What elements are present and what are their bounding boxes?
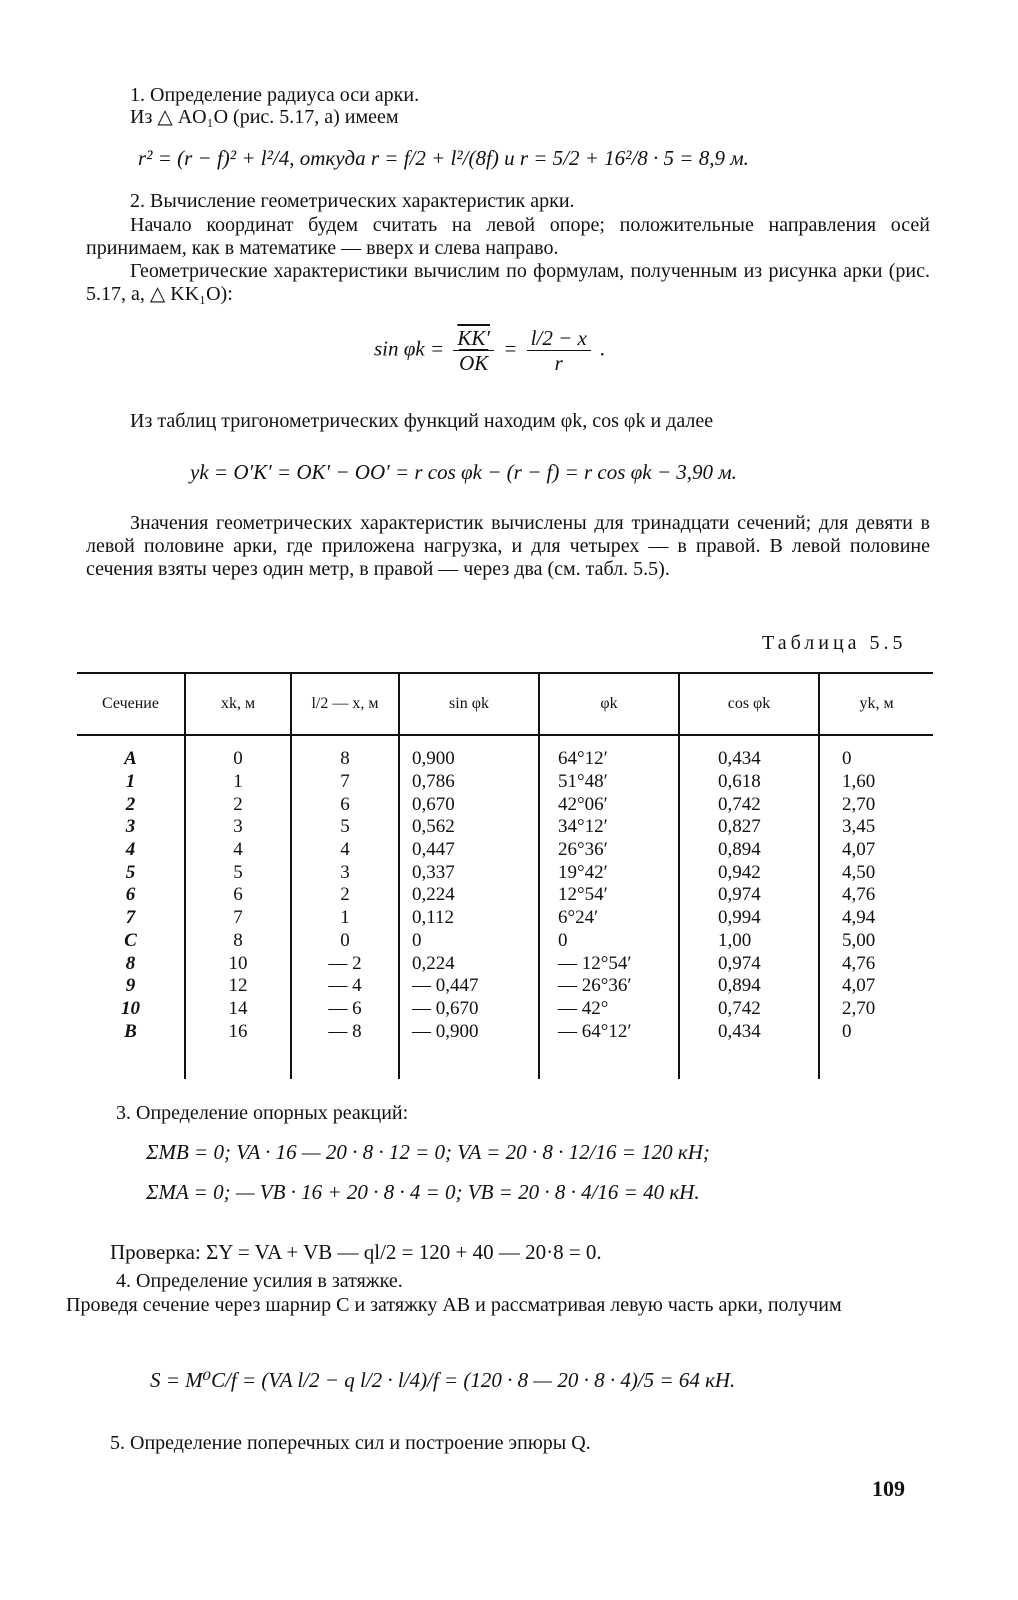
table-cell: 6 bbox=[125, 884, 136, 906]
table-header: sin φk bbox=[399, 673, 539, 735]
section1-intro: Из △ AO₁O (рис. 5.17, а) имеем bbox=[130, 106, 399, 128]
table-cell: 8 bbox=[185, 930, 291, 953]
table-cell: 0,224 bbox=[399, 884, 539, 907]
table-cell: — 64°12′ bbox=[539, 1020, 679, 1043]
table-cell: 12°54′ bbox=[539, 884, 679, 907]
table-cell: 2,70 bbox=[819, 998, 933, 1021]
table-cell: — 42° bbox=[539, 998, 679, 1021]
table-cell: 1 bbox=[291, 907, 399, 930]
table-cell: 8 bbox=[291, 748, 399, 771]
table-cell: B bbox=[124, 1020, 137, 1042]
table-row bbox=[77, 998, 933, 1021]
section4-formula: S = M⁰C/f = (VA l/2 − q l/2 · l/4)/f = (120 · 8 — 20 · 8 · 4)/5 = 64 кН. bbox=[150, 1368, 736, 1392]
table-cell: 5 bbox=[185, 861, 291, 884]
table-cell: 9 bbox=[125, 975, 136, 997]
sin-formula-lhs: sin φk = bbox=[374, 336, 445, 361]
table-cell: 0,562 bbox=[399, 816, 539, 839]
table-cell: 16 bbox=[185, 1020, 291, 1043]
section3-eq2: ΣMA = 0; — VB · 16 + 20 · 8 · 4 = 0; VB = 20 · 8 · 4/16 = 40 кН. bbox=[146, 1180, 700, 1204]
table-row bbox=[77, 816, 933, 839]
table-cell: 3 bbox=[291, 861, 399, 884]
table-cell: 0,742 bbox=[679, 793, 819, 816]
table-cell: 4,76 bbox=[819, 952, 933, 975]
table-header: φk bbox=[539, 673, 679, 735]
table-row bbox=[77, 930, 933, 953]
table-cell: 0,994 bbox=[679, 907, 819, 930]
fraction-numerator-2: l/2 − x bbox=[527, 326, 591, 351]
table-cell: 12 bbox=[185, 975, 291, 998]
table-cell: 0 bbox=[185, 748, 291, 771]
table-row bbox=[77, 771, 933, 794]
table-cell: 0 bbox=[539, 930, 679, 953]
table-row bbox=[77, 975, 933, 998]
table-row bbox=[77, 907, 933, 930]
table-cell: 4 bbox=[185, 839, 291, 862]
table-cell: 0 bbox=[399, 930, 539, 953]
table-cell: 0,447 bbox=[399, 839, 539, 862]
table-cell: — 0,447 bbox=[399, 975, 539, 998]
table-cell: 34°12′ bbox=[539, 816, 679, 839]
table-cell: 19°42′ bbox=[539, 861, 679, 884]
table-cell: 10 bbox=[121, 997, 140, 1019]
table-cell: 4 bbox=[125, 839, 136, 861]
table-cell: 4,07 bbox=[819, 975, 933, 998]
table-header: cos φk bbox=[679, 673, 819, 735]
table-cell: — 0,900 bbox=[399, 1020, 539, 1043]
table-cell: 0,618 bbox=[679, 771, 819, 794]
sin-formula bbox=[374, 326, 605, 375]
table-cell: 1,00 bbox=[679, 930, 819, 953]
page-number: 109 bbox=[872, 1476, 905, 1501]
table-cell: 0,974 bbox=[679, 884, 819, 907]
table-cell: 2 bbox=[185, 793, 291, 816]
table-row bbox=[77, 861, 933, 884]
table-cell: — 4 bbox=[291, 975, 399, 998]
table-cell: 2 bbox=[125, 793, 136, 815]
fraction-numerator: KK′ bbox=[453, 326, 494, 351]
table-cell: 0,974 bbox=[679, 952, 819, 975]
table-cell: 0,894 bbox=[679, 975, 819, 998]
table-cell: C bbox=[124, 929, 137, 951]
table-cell: 0,112 bbox=[399, 907, 539, 930]
table-cell: 3 bbox=[185, 816, 291, 839]
table-cell: 0,827 bbox=[679, 816, 819, 839]
table-cell: 6 bbox=[291, 793, 399, 816]
table-cell: — 0,670 bbox=[399, 998, 539, 1021]
table-cell: 51°48′ bbox=[539, 771, 679, 794]
table-row bbox=[77, 1020, 933, 1043]
table-cell: 1 bbox=[185, 771, 291, 794]
equals-sign: = bbox=[503, 336, 518, 361]
fraction-kk-ok bbox=[453, 326, 494, 375]
table-cell: 4,76 bbox=[819, 884, 933, 907]
table-cell: A bbox=[124, 748, 137, 770]
table-row bbox=[77, 952, 933, 975]
yk-formula: yk = O′K′ = OK′ − OO′ = r cos φk − (r − f) = r cos φk − 3,90 м. bbox=[190, 460, 737, 484]
table-cell: — 8 bbox=[291, 1020, 399, 1043]
table-cell: 6°24′ bbox=[539, 907, 679, 930]
section2-para2: Геометрические характеристики вычислим по формулам, полученным из рисунка арки (рис. 5.17, а, △ KK₁O): bbox=[86, 260, 930, 305]
table-cell: 1,60 bbox=[819, 771, 933, 794]
section1-formula: r² = (r − f)² + l²/4, откуда r = f/2 + l²/(8f) и r = 5/2 + 16²/8 · 5 = 8,9 м. bbox=[138, 146, 749, 170]
table-cell: 3 bbox=[125, 816, 136, 838]
table-cell: 0,224 bbox=[399, 952, 539, 975]
table-cell: 4,50 bbox=[819, 861, 933, 884]
table-cell: 0,670 bbox=[399, 793, 539, 816]
table-cell: 42°06′ bbox=[539, 793, 679, 816]
section3-heading: 3. Определение опорных реакций: bbox=[116, 1102, 409, 1124]
table-cell: — 26°36′ bbox=[539, 975, 679, 998]
table-header: Сечение bbox=[77, 673, 185, 735]
table-row bbox=[77, 748, 933, 771]
table-cell: 8 bbox=[125, 952, 136, 974]
table-cell: 5 bbox=[125, 861, 136, 883]
table-cell: 0,786 bbox=[399, 771, 539, 794]
table-cell: 0,942 bbox=[679, 861, 819, 884]
table-cell: 4,94 bbox=[819, 907, 933, 930]
fraction-denominator: OK bbox=[459, 351, 489, 375]
table-cell: 0,434 bbox=[679, 1020, 819, 1043]
formula-period: . bbox=[600, 336, 606, 361]
table-cell: 0,900 bbox=[399, 748, 539, 771]
table-cell: 0,434 bbox=[679, 748, 819, 771]
table-cell: — 2 bbox=[291, 952, 399, 975]
fraction-denominator-2: r bbox=[554, 351, 563, 375]
table-cell: 7 bbox=[125, 907, 136, 929]
table-cell: 1 bbox=[125, 771, 136, 793]
section4-heading: 4. Определение усилия в затяжке. bbox=[116, 1270, 403, 1292]
table-cell: 0 bbox=[819, 1020, 933, 1043]
table-cell: 2 bbox=[291, 884, 399, 907]
table-cell: 6 bbox=[185, 884, 291, 907]
table-cell: 64°12′ bbox=[539, 748, 679, 771]
table-cell: 5 bbox=[291, 816, 399, 839]
table-cell: 4,07 bbox=[819, 839, 933, 862]
table-cell: 2,70 bbox=[819, 793, 933, 816]
table-header: l/2 — x, м bbox=[291, 673, 399, 735]
table-cell: 10 bbox=[185, 952, 291, 975]
table-cell: 5,00 bbox=[819, 930, 933, 953]
section3-check: Проверка: ΣY = VA + VB — ql/2 = 120 + 40 — 20·8 = 0. bbox=[110, 1240, 602, 1264]
table-cell: 14 bbox=[185, 998, 291, 1021]
table-cell: 0,894 bbox=[679, 839, 819, 862]
section4-para: Проведя сечение через шарнир C и затяжку AB и рассматривая левую часть арки, получим bbox=[66, 1294, 842, 1316]
table-cell: 4 bbox=[291, 839, 399, 862]
table-cell: — 6 bbox=[291, 998, 399, 1021]
table-spacer bbox=[77, 735, 933, 748]
section2-heading: 2. Вычисление геометрических характеристик арки. bbox=[130, 190, 575, 212]
section3-eq1: ΣMB = 0; VA · 16 — 20 · 8 · 12 = 0; VA = 20 · 8 · 12/16 = 120 кН; bbox=[146, 1140, 710, 1164]
table-cell: 3,45 bbox=[819, 816, 933, 839]
table-caption: Таблица 5.5 bbox=[762, 632, 907, 654]
table-cell: 26°36′ bbox=[539, 839, 679, 862]
section2-para1: Начало координат будем считать на левой опоре; положительные направления осей принимаем, как в математике — вверх и слева направо. bbox=[86, 214, 930, 259]
table-header: yk, м bbox=[819, 673, 933, 735]
table-header-row bbox=[77, 673, 933, 735]
fraction-l-x-r bbox=[527, 326, 591, 375]
table-row bbox=[77, 793, 933, 816]
section2-para4: Значения геометрических характеристик вычислены для тринадцати сечений; для девяти в левой половине арки, где приложена нагрузка, и для четырех — в правой. В левой половине сечения взяты через один метр, в правой — через два (см. табл. 5.5). bbox=[86, 512, 930, 580]
table-cell: 0,337 bbox=[399, 861, 539, 884]
table-row bbox=[77, 839, 933, 862]
section1-heading: 1. Определение радиуса оси арки. bbox=[130, 84, 420, 106]
table-tail bbox=[77, 1043, 933, 1079]
table-header: xk, м bbox=[185, 673, 291, 735]
table-cell: 0,742 bbox=[679, 998, 819, 1021]
table-cell: 0 bbox=[291, 930, 399, 953]
data-table bbox=[77, 672, 933, 1079]
table-cell: 7 bbox=[185, 907, 291, 930]
section2-para3: Из таблиц тригонометрических функций находим φk, cos φk и далее bbox=[130, 410, 714, 432]
table-cell: 0 bbox=[819, 748, 933, 771]
table-row bbox=[77, 884, 933, 907]
table-cell: 7 bbox=[291, 771, 399, 794]
section5-heading: 5. Определение поперечных сил и построение эпюры Q. bbox=[110, 1432, 591, 1454]
table-cell: — 12°54′ bbox=[539, 952, 679, 975]
